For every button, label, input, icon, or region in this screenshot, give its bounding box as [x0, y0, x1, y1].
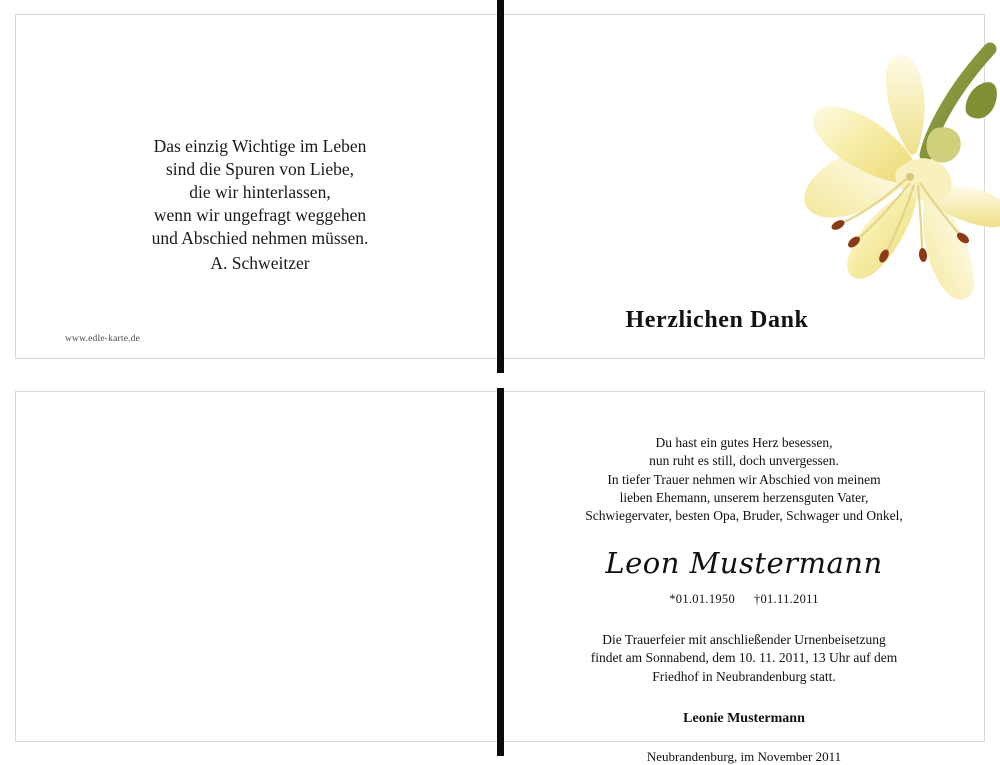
ceremony-line: Die Trauerfeier mit anschließender Urnenbeisetzung: [602, 631, 886, 647]
intro-line: Du hast ein gutes Herz besessen,: [655, 435, 833, 450]
mourner-name: Leonie Mustermann: [683, 710, 805, 726]
quote-line: die wir hinterlassen,: [189, 182, 331, 203]
intro-line: In tiefer Trauer nehmen wir Abschied von meinem: [607, 471, 881, 487]
lily-flower-icon: [638, 37, 998, 337]
quote-block: [16, 135, 504, 276]
fold-line-top: [497, 0, 504, 373]
birth-date: *01.01.1950: [669, 591, 736, 606]
quote-line: Das einzig Wichtige im Leben: [153, 136, 367, 156]
card-panel-bottom-right: [501, 391, 985, 764]
obituary-intro: [502, 434, 986, 526]
ceremony-details: [502, 631, 986, 687]
quote-line: wenn wir ungefragt weggehen: [153, 205, 367, 226]
intro-line: lieben Ehemann, unserem herzensguten Vater,: [619, 490, 869, 506]
thank-you-headline: Herzlichen Dank: [625, 307, 809, 333]
website-url[interactable]: www.edle-karte.de: [65, 334, 141, 344]
card-panel-bottom-left: [15, 391, 503, 742]
obituary-block: [502, 434, 986, 765]
card-panel-top-left: [15, 14, 503, 359]
quote-line: sind die Spuren von Liebe,: [165, 159, 355, 180]
ceremony-line: Friedhof in Neubrandenburg statt.: [652, 669, 836, 685]
card-panel-top-right: [501, 14, 985, 359]
death-date: †01.11.2011: [753, 591, 819, 606]
quote-author: A. Schweitzer: [210, 253, 310, 274]
life-dates: [502, 592, 986, 607]
fold-line-bottom: [497, 388, 504, 756]
ceremony-line: findet am Sonnabend, dem 10. 11. 2011, 13 Uhr auf dem: [590, 650, 898, 666]
intro-line: nun ruht es still, doch unvergessen.: [649, 453, 839, 469]
place-and-date: Neubrandenburg, im November 2011: [646, 748, 842, 764]
deceased-name: Leon Mustermann: [605, 545, 883, 580]
quote-line: und Abschied nehmen müssen.: [151, 228, 369, 249]
intro-line: Schwiegervater, besten Opa, Bruder, Schwager und Onkel,: [585, 508, 903, 524]
